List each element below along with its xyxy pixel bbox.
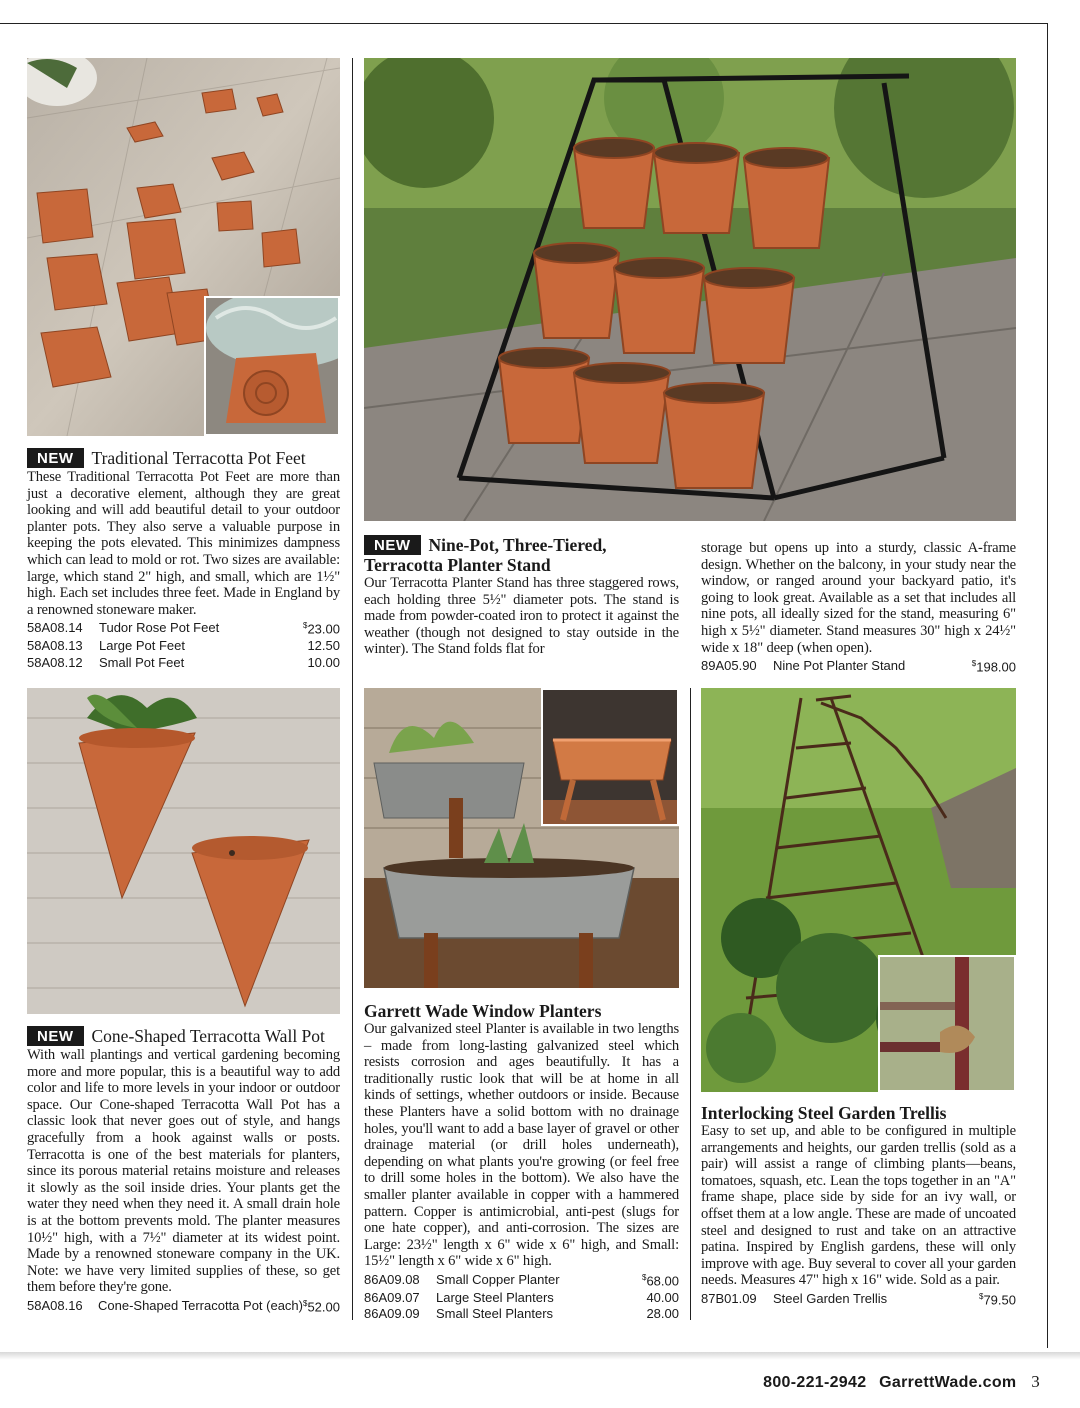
sku-row xyxy=(364,1270,679,1290)
planter-stand-sku-table xyxy=(701,656,1016,676)
window-planters-block xyxy=(364,1002,679,1323)
trellis-title: Interlocking Steel Garden Trellis xyxy=(701,1103,947,1123)
planter-stand-title-line2: Terracotta Planter Stand xyxy=(364,555,551,575)
wall-pot-title: Cone-Shaped Terracotta Wall Pot xyxy=(91,1026,325,1046)
planter-stand-title-line1: Nine-Pot, Three-Tiered, xyxy=(428,535,607,555)
pot-feet-title: Traditional Terracotta Pot Feet xyxy=(91,448,306,468)
pot-feet-sku-table xyxy=(27,618,340,671)
planter-stand-block-col2 xyxy=(701,540,1016,676)
pot-feet-description: These Traditional Terracotta Pot Feet are more than just a decorative element, although they are great looking and will add beautiful detail to your outdoor planter pots. They also serve a valuable purpose in keeping the pots elevated. This minimizes dampness which can lead to mold or rot. Two sizes are available: large, which stand 2" high, and small, which are 1½" high. Each set includes three feet. Made in England by a renowned stoneware maker. xyxy=(27,469,340,618)
sku-price: $23.00 xyxy=(303,621,340,637)
sku-number: 58A08.16 xyxy=(27,1297,83,1313)
sku-price: $198.00 xyxy=(971,659,1016,675)
sku-number: 87B01.09 xyxy=(701,1290,757,1306)
sku-name: Nine Pot Planter Stand xyxy=(773,657,906,673)
sku-price: 12.50 xyxy=(307,638,340,654)
trellis-sku-table xyxy=(701,1289,1016,1309)
sku-name: Small Pot Feet xyxy=(99,654,185,670)
wall-pot-sku-table xyxy=(27,1296,340,1316)
sku-row xyxy=(701,656,1016,676)
planter-stand-description-continued: storage but opens up into a sturdy, classic A-frame design. Whether on the balcony, in your study near the window, or ranged around your backyard patio, it's going to look great. Available as a set that includes all nine pots, all ideally sized for the stand, measuring 6" high x 5½" diameter. Stand measures 30" high x 24½" wide x 18" deep (when open). xyxy=(701,540,1016,656)
sku-row xyxy=(364,1290,679,1307)
sku-name: Large Pot Feet xyxy=(99,638,185,654)
column-divider xyxy=(352,58,353,1320)
sku-number: 89A05.90 xyxy=(701,657,757,673)
sku-name: Tudor Rose Pot Feet xyxy=(99,620,220,635)
new-badge: NEW xyxy=(27,448,84,468)
wall-pot-description: With wall plantings and vertical gardening becoming more and more popular, this is a beautiful way to add color and life to more levels in your indoor or outdoor space. Our Cone-shaped Terracotta Wall Pot has a classic look that never goes out of style, and hangs gracefully from a hook against walls or posts. Terracotta is one of the best materials for planters, since its porous material retains moisture and releases it slowly as the soil inside dries. Your plants get the water they need when they need it. A small drain hole is at the bottom prevents mold. The planter measures 10½" high, with a 7½" diameter at its widest point. Made by a renowned stoneware company in the UK. Note: we have very limited supplies of these, so get them before they're gone. xyxy=(27,1047,340,1296)
new-badge: NEW xyxy=(364,535,421,555)
sku-row xyxy=(27,618,340,638)
sku-name: Steel Garden Trellis xyxy=(773,1290,888,1306)
pot-feet-inset-photo xyxy=(204,296,340,436)
window-planters-sku-table xyxy=(364,1270,679,1323)
page-footer xyxy=(763,1372,1040,1392)
sku-row xyxy=(364,1306,679,1323)
sku-price: $79.50 xyxy=(979,1291,1016,1308)
planter-stand-title-row xyxy=(364,535,679,555)
sku-row xyxy=(27,655,340,672)
trellis-description: Easy to set up, and able to be configured in multiple arrangements and heights, our garden trellis (sold as a pair) will assist a range of climbing plants—beans, tomatoes, squash, etc. Lean the tops together in an "A" frame shape, place side by side for an ivy wall, or offset them at a low angle. These are made of uncoated steel and designed to rust and take on an attractive patina. Inspired by English gardens, these will only improve with age. Buy several to cover all your garden needs. Measures 47" high x 16" wide. Sold as a pair. xyxy=(701,1123,1016,1289)
sku-row xyxy=(27,638,340,655)
sku-name: Cone-Shaped Terracotta Pot (each) xyxy=(98,1297,303,1313)
wall-pot-photo xyxy=(27,688,340,1014)
sku-price: 40.00 xyxy=(646,1289,679,1305)
sku-price: $68.00 xyxy=(642,1272,679,1289)
window-planters-title: Garrett Wade Window Planters xyxy=(364,1001,602,1021)
sku-price: $52.00 xyxy=(303,1298,340,1315)
wall-pot-title-row xyxy=(27,1026,340,1046)
sku-number: 58A08.12 xyxy=(27,654,83,670)
footer-rule xyxy=(0,1352,1080,1360)
sku-name: Small Copper Planter xyxy=(436,1271,560,1287)
planter-stand-block xyxy=(364,535,679,658)
column-divider xyxy=(690,688,691,1320)
sku-number: 58A08.13 xyxy=(27,638,83,654)
trellis-block xyxy=(701,1104,1016,1309)
sku-number: 86A09.08 xyxy=(364,1271,420,1287)
copper-planter-inset-photo xyxy=(541,688,679,826)
page-number: 3 xyxy=(1031,1372,1040,1391)
new-badge: NEW xyxy=(27,1026,84,1046)
sku-number: 58A08.14 xyxy=(27,620,83,635)
sku-name: Small Steel Planters xyxy=(436,1306,554,1322)
sku-number: 86A09.07 xyxy=(364,1289,420,1305)
planter-stand-description: Our Terracotta Planter Stand has three staggered rows, each holding three 5½" diameter pots. The stand is made from powder-coated iron to protect it against the weather (though not designed to stay outside in the winter). The Stand folds flat for xyxy=(364,575,679,658)
planter-stand-photo xyxy=(364,58,1016,521)
sku-price: 10.00 xyxy=(307,654,340,670)
sku-row xyxy=(701,1289,1016,1309)
sku-price: 28.00 xyxy=(646,1306,679,1322)
website-link[interactable]: GarrettWade.com xyxy=(879,1374,1017,1391)
phone-number[interactable]: 800-221-2942 xyxy=(763,1374,867,1391)
sku-number: 86A09.09 xyxy=(364,1306,420,1322)
pot-feet-title-row xyxy=(27,448,340,468)
trellis-inset-photo xyxy=(878,955,1016,1092)
pot-feet-block xyxy=(27,448,340,671)
sku-row xyxy=(27,1296,340,1316)
sku-name: Large Steel Planters xyxy=(436,1289,554,1305)
window-planters-description: Our galvanized steel Planter is available in two lengths – made from long-lasting galvanized steel which resists corrosion and ages beautifully. It has a traditionally rustic look that will be at home in all kinds of settings, whether outdoors or inside. Because these Planters have a solid bottom with no drainage holes, you'll want to add a base layer of gravel or other drainage material (or drill holes underneath), depending on what plants you're growing (or feel free to drill some holes in the bottom). We also have the smaller planter available in copper with a hammered pattern. Copper is antimicrobial, anti-pest (slugs for one hate copper), and anti-corrosion. The sizes are Large: 23½" length x 6" wide x 6" high, and Small: 15½" length x 6" wide x 6" high. xyxy=(364,1021,679,1270)
wall-pot-block xyxy=(27,1026,340,1316)
